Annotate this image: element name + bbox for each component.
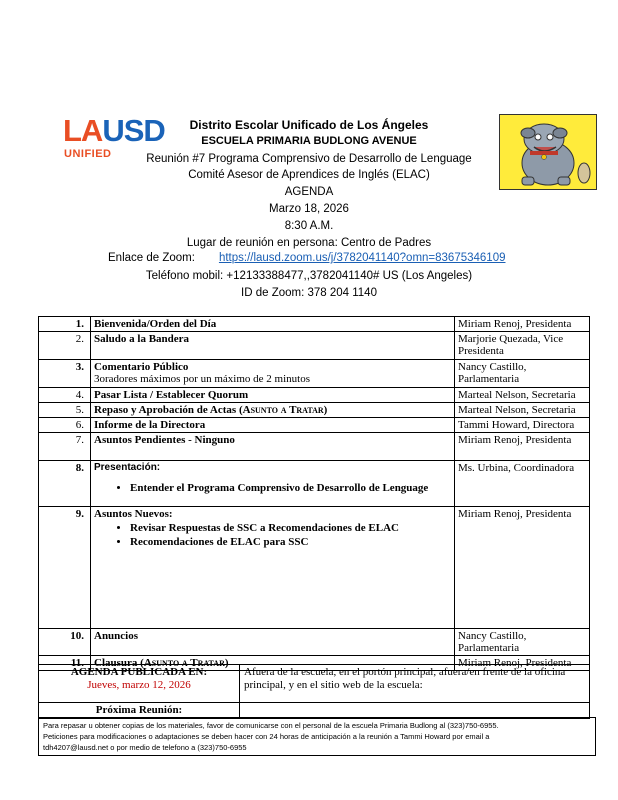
published-date: Jueves, marzo 12, 2026	[87, 679, 191, 691]
agenda-row: 7. Asuntos Pendientes - Ninguno Miriam Renoj, Presidenta	[39, 433, 590, 461]
agenda-row: 4. Pasar Lista / Establecer Quorum Marteal Nelson, Secretaria	[39, 388, 590, 403]
footer-note: Para repasar u obtener copias de los materiales, favor de comunicarse con el personal de la escuela Primaria Budlong al (323)750-6955. Peticiones para modificaciones o adaptaciones se deben hacer con 24 horas de anticipación a la reunión a Tammi Howard por email a tdh4207@lausd.net o por medio de telefono a (323)750-6955	[38, 717, 596, 756]
zoom-label: Enlace de Zoom:	[108, 252, 195, 264]
published-location: Afuera de la escuela, en el portón principal, afuera/en frente de la oficina principal, y en el sitio web de la escuela:	[240, 665, 590, 703]
committee-name: Comité Asesor de Aprendices de Inglés (ELAC)	[188, 169, 430, 181]
lausd-logo: LAUSD UNIFIED	[63, 113, 165, 160]
agenda-presenter: Ms. Urbina, Coordinadora	[455, 461, 590, 507]
agenda-item-title: Asuntos Pendientes - Ninguno	[91, 433, 455, 461]
agenda-item-title: Repaso y Aprobación de Actas (	[94, 404, 243, 416]
agenda-item-title: Saludo a la Bandera	[91, 332, 455, 360]
zoom-link[interactable]: https://lausd.zoom.us/j/3782041140?omn=83675346109	[218, 252, 506, 264]
agenda-presenter: Nancy Castillo, Parlamentaria	[455, 360, 590, 388]
zoom-row	[108, 252, 506, 264]
agenda-heading: AGENDA	[284, 186, 334, 198]
agenda-item-title: Pasar Lista / Establecer Quorum	[91, 388, 455, 403]
agenda-row: 9. Asuntos Nuevos: • Revisar Respuestas de SSC a Recomendaciones de ELAC • Recomendaciones de ELAC para SSC Miriam Renoj, Presidenta	[39, 507, 590, 629]
agenda-bullet: • Entender el Programa Comprensivo de Desarrollo de Lenguage	[130, 482, 451, 494]
agenda-row: 10. Anuncios Nancy Castillo, Parlamentaria	[39, 629, 590, 656]
action-tag: Asunto a Tratar	[143, 657, 225, 669]
agenda-row: 5. Repaso y Aprobación de Actas (Asunto a Tratar) Marteal Nelson, Secretaria	[39, 403, 590, 418]
agenda-item-title: Asuntos Nuevos:	[94, 508, 173, 520]
school-name: ESCUELA PRIMARIA BUDLONG AVENUE	[201, 135, 417, 147]
agenda-row: 3. Comentario Público 3oradores máximos por un máximo de 2 minutos Nancy Castillo, Parlamentaria	[39, 360, 590, 388]
agenda-bullet: • Recomendaciones de ELAC para SSC	[130, 536, 451, 548]
agenda-row: 11. Clausura (Asunto a Tratar) Miriam Renoj, Presidenta	[39, 656, 590, 671]
agenda-presenter: Nancy Castillo, Parlamentaria	[455, 629, 590, 656]
district-name: Distrito Escolar Unificado de Los Ángeles	[189, 118, 429, 132]
phone-line: Teléfono mobil: +12133388477,,3782041140# US (Los Angeles)	[145, 270, 473, 282]
action-tag: Asunto a Tratar	[242, 404, 324, 416]
meeting-date: Marzo 18, 2026	[269, 203, 349, 215]
agenda-presenter: Marteal Nelson, Secretaria	[455, 403, 590, 418]
next-meeting-label: Próxima Reunión:	[39, 703, 240, 719]
agenda-presenter: Miriam Renoj, Presidenta	[455, 507, 590, 629]
meeting-title: Reunión #7 Programa Comprensivo de Desarrollo de Lenguage	[146, 153, 472, 165]
published-row	[39, 665, 590, 703]
agenda-item-note: 3oradores máximos por un máximo de 2 minutos	[94, 373, 310, 385]
meeting-location: Lugar de reunión en persona: Centro de Padres	[186, 237, 432, 249]
meeting-time: 8:30 A.M.	[284, 220, 334, 232]
agenda-item-title: Bienvenida/Orden del Día	[91, 317, 455, 332]
agenda-row: 2. Saludo a la Bandera Marjorie Quezada, Vice Presidenta	[39, 332, 590, 360]
agenda-item-title: Presentación:	[94, 462, 161, 473]
agenda-item-title: Anuncios	[91, 629, 455, 656]
published-label: AGENDA PUBLICADA EN:	[70, 666, 208, 678]
zoom-id: ID de Zoom: 378 204 1140	[241, 287, 377, 299]
agenda-presenter: Miriam Renoj, Presidenta	[455, 433, 590, 461]
agenda-item-title: Clausura (	[94, 657, 144, 669]
agenda-item-title: Informe de la Directora	[91, 418, 455, 433]
agenda-table	[38, 316, 590, 671]
agenda-bullet: • Revisar Respuestas de SSC a Recomendaciones de ELAC	[130, 522, 451, 534]
agenda-presenter: Tammi Howard, Directora	[455, 418, 590, 433]
agenda-row: 6. Informe de la Directora Tammi Howard, Directora	[39, 418, 590, 433]
published-table	[38, 664, 590, 719]
agenda-row: 1. Bienvenida/Orden del Día Miriam Renoj, Presidenta	[39, 317, 590, 332]
agenda-row: 8. Presentación: • Entender el Programa Comprensivo de Desarrollo de Lenguage Ms. Urbina, Coordinadora	[39, 461, 590, 507]
agenda-presenter: Marjorie Quezada, Vice Presidenta	[455, 332, 590, 360]
agenda-item-title: Comentario Público	[94, 361, 189, 373]
agenda-presenter: Miriam Renoj, Presidenta	[455, 656, 590, 671]
agenda-presenter: Miriam Renoj, Presidenta	[455, 317, 590, 332]
agenda-presenter: Marteal Nelson, Secretaria	[455, 388, 590, 403]
